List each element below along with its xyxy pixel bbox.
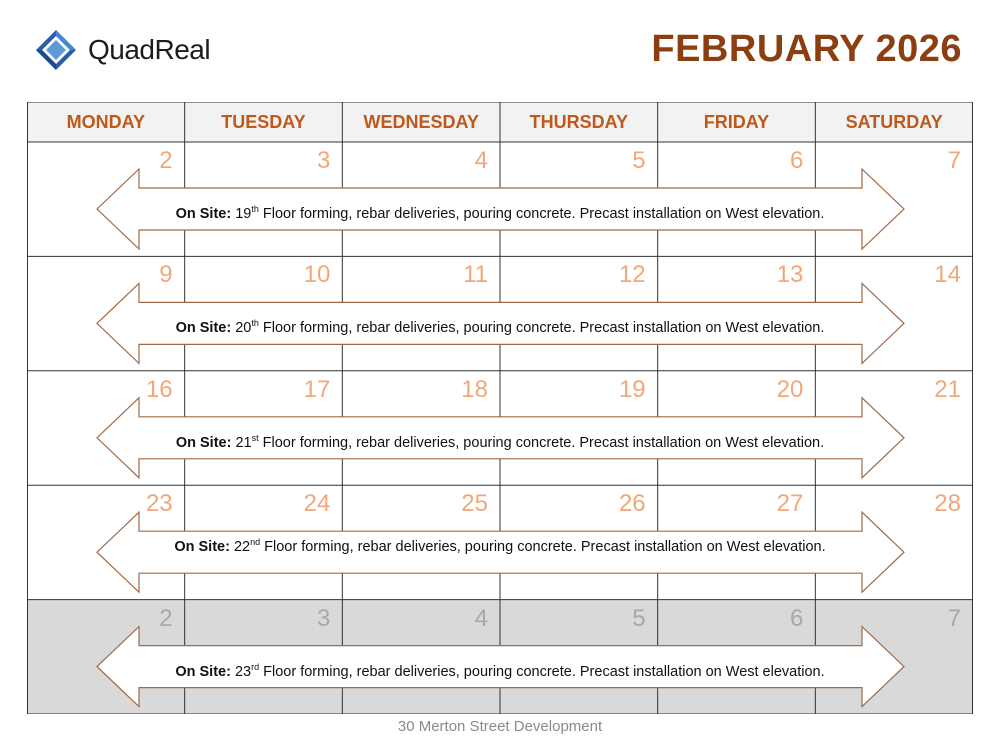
- on-site-note: [110, 428, 890, 453]
- month-title: FEBRUARY 2026: [651, 28, 962, 70]
- floor-number: 19: [235, 205, 252, 222]
- day-header-tuesday: TUESDAY: [221, 112, 306, 132]
- ordinal-suffix: st: [251, 432, 259, 443]
- day-number: 9: [159, 261, 173, 289]
- note-label: On Site:: [175, 434, 232, 451]
- note-text: Floor forming, rebar deliveries, pouring concrete. Precast installation on West elevation.: [258, 434, 825, 451]
- day-number: 6: [789, 604, 804, 632]
- note-text: Floor forming, rebar deliveries, pouring concrete. Precast installation on West elevation.: [259, 663, 825, 680]
- quadreal-logo: [34, 28, 210, 72]
- ordinal-suffix: th: [251, 318, 259, 329]
- day-header-friday: FRIDAY: [703, 112, 770, 132]
- day-number: 3: [316, 604, 331, 632]
- day-number: 7: [947, 147, 961, 174]
- note-label: On Site:: [175, 320, 232, 337]
- day-number: 16: [145, 375, 173, 403]
- floor-number: 20: [235, 320, 252, 337]
- day-number: 11: [463, 261, 488, 289]
- day-header-thursday: THURSDAY: [529, 112, 628, 132]
- day-number: 4: [474, 147, 488, 174]
- day-number: 13: [776, 261, 804, 289]
- day-number: 12: [618, 261, 646, 289]
- on-site-note: [155, 532, 845, 557]
- on-site-note: [110, 313, 890, 338]
- day-number: 2: [159, 147, 173, 174]
- day-number: 26: [618, 490, 646, 518]
- note-label: On Site:: [175, 205, 232, 222]
- day-number: 28: [934, 490, 961, 518]
- footer-project-name: 30 Merton Street Development: [397, 718, 603, 735]
- day-number: 14: [934, 261, 961, 289]
- note-label: On Site:: [175, 663, 231, 680]
- ordinal-suffix: nd: [250, 537, 261, 548]
- calendar-grid: [27, 102, 973, 714]
- day-number: 7: [947, 604, 961, 632]
- day-number: 27: [776, 490, 804, 518]
- day-number: 6: [789, 147, 804, 174]
- quadreal-diamond-icon: [34, 28, 78, 72]
- day-number: 5: [632, 604, 646, 632]
- note-text: Floor forming, rebar deliveries, pouring concrete. Precast installation on West elevation.: [260, 539, 826, 556]
- day-number: 25: [461, 490, 488, 518]
- day-number: 23: [145, 490, 173, 518]
- day-number: 10: [303, 261, 331, 289]
- day-header-monday: MONDAY: [66, 112, 145, 132]
- day-number: 17: [303, 375, 331, 403]
- ordinal-suffix: th: [251, 204, 259, 214]
- day-number: 19: [618, 375, 646, 403]
- day-number: 20: [776, 375, 804, 403]
- day-number: 24: [303, 490, 331, 518]
- note-text: Floor forming, rebar deliveries, pouring concrete. Precast installation on West elevation.: [258, 320, 825, 337]
- day-number: 21: [934, 375, 961, 403]
- day-number: 2: [159, 604, 173, 632]
- day-number: 18: [461, 375, 488, 403]
- day-header-wednesday: WEDNESDAY: [363, 112, 479, 132]
- note-label: On Site:: [174, 539, 230, 556]
- floor-number: 22: [233, 539, 251, 556]
- day-header-saturday: SATURDAY: [845, 112, 943, 132]
- floor-number: 23: [234, 663, 252, 680]
- logo-text: QuadReal: [88, 34, 211, 65]
- ordinal-suffix: rd: [251, 661, 260, 672]
- on-site-note: [110, 199, 890, 224]
- note-text: Floor forming, rebar deliveries, pouring concrete. Precast installation on West elevation.: [258, 205, 825, 222]
- day-number: 4: [474, 604, 488, 632]
- day-number: 5: [632, 147, 646, 174]
- on-site-note: [110, 657, 890, 682]
- day-number: 3: [316, 147, 331, 174]
- floor-number: 21: [235, 434, 252, 451]
